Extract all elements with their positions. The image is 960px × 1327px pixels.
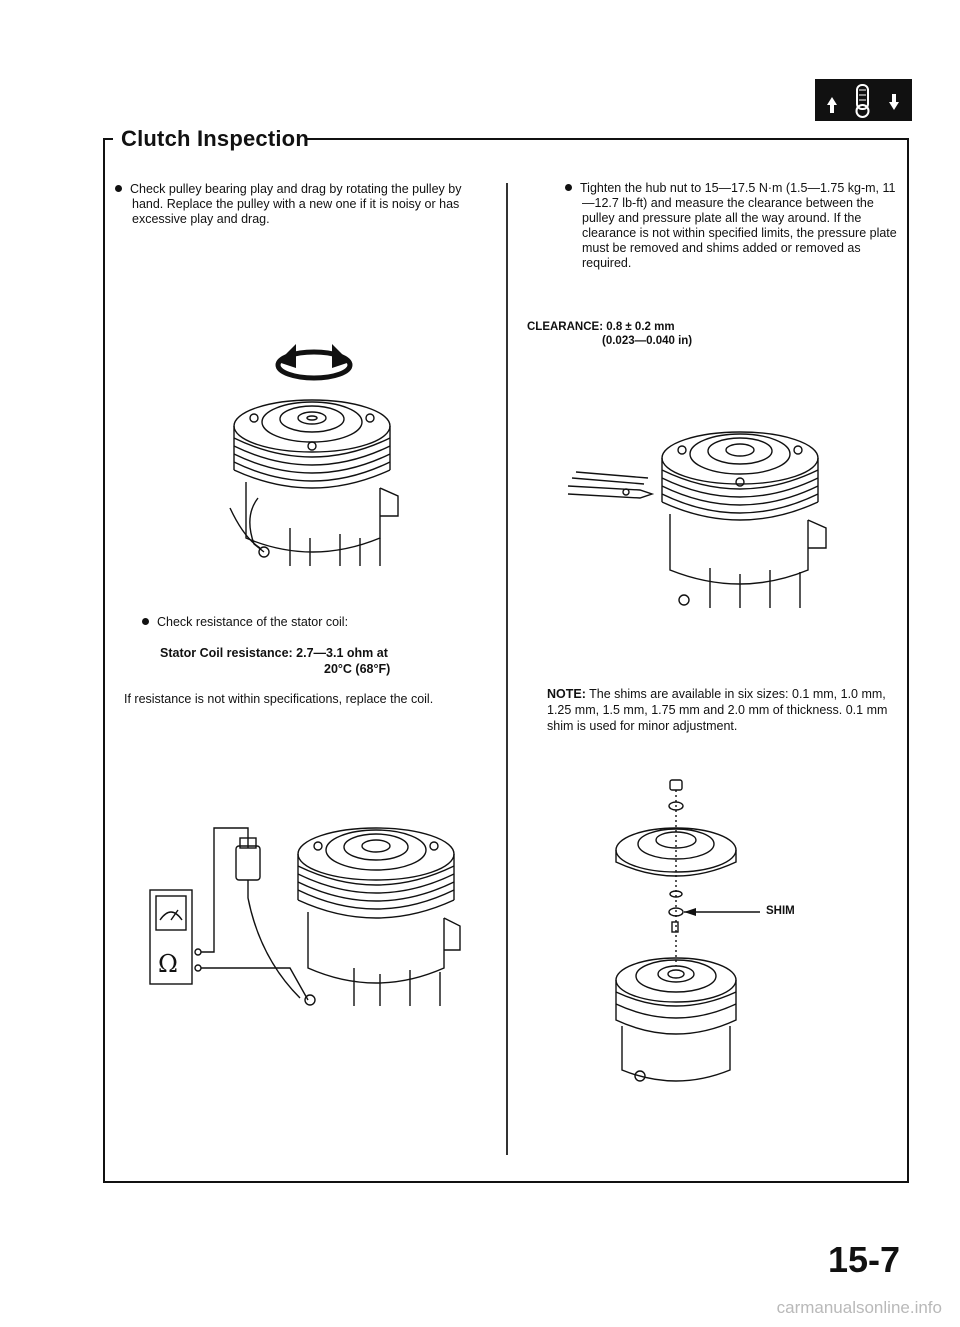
left-step-1 [115, 182, 472, 227]
shim-label: SHIM [766, 905, 795, 917]
compressor-pulley-illustration [220, 388, 405, 573]
clearance-value: 0.8 ± 0.2 mm [606, 321, 675, 333]
ohmmeter-test-illustration [140, 818, 470, 1028]
feeler-gauge-illustration [560, 418, 840, 618]
right-note [547, 686, 893, 734]
clearance-label: CLEARANCE: [527, 321, 604, 333]
bullet [142, 618, 149, 625]
left-step-2-text: Check resistance of the stator coil: [157, 615, 349, 629]
temperature-icon [815, 79, 912, 121]
page-number: 15-7 [827, 1239, 900, 1280]
footer-watermark: carmanualsonline.info [776, 1298, 942, 1317]
column-divider [506, 183, 508, 1155]
page-title: Clutch Inspection [121, 126, 309, 151]
spec-value-2: 20°C (68°F) [324, 662, 391, 676]
left-note: If resistance is not within specifications, replace the coil. [124, 692, 434, 706]
rotation-arrow-icon [270, 338, 358, 386]
shim-exploded-illustration [600, 770, 770, 1110]
clearance-value-2: (0.023—0.040 in) [602, 335, 693, 347]
svg-text:Ω: Ω [158, 950, 178, 978]
spec-value: 2.7—3.1 ohm at [296, 646, 388, 660]
left-step-2 [142, 615, 442, 630]
note-label: NOTE: [547, 687, 586, 701]
spec-label: Stator Coil resistance: [160, 646, 293, 660]
stator-spec [160, 646, 440, 661]
note-text: The shims are available in six sizes: 0.1 mm, 1.0 mm, 1.25 mm, 1.5 mm, 1.75 mm and 2.0 mm of thickness. 0.1 mm shim is used for minor adjustment. [547, 687, 888, 733]
left-step-1-text: Check pulley bearing play and drag by rotating the pulley by hand. Replace the pulley with a new one if it is noisy or has excessive play and drag. [130, 182, 462, 226]
bullet [565, 184, 572, 191]
bullet [115, 185, 122, 192]
right-step-1-text: Tighten the hub nut to 15—17.5 N·m (1.5—1.75 kg-m, 11—12.7 lb-ft) and measure the clearance between the pulley and pressure plate all the way around. If the clearance is not within specified limits, the pressure plate must be removed and shims added or removed as required. [580, 181, 897, 270]
right-step-1 [565, 181, 906, 271]
clearance-spec [527, 320, 675, 335]
